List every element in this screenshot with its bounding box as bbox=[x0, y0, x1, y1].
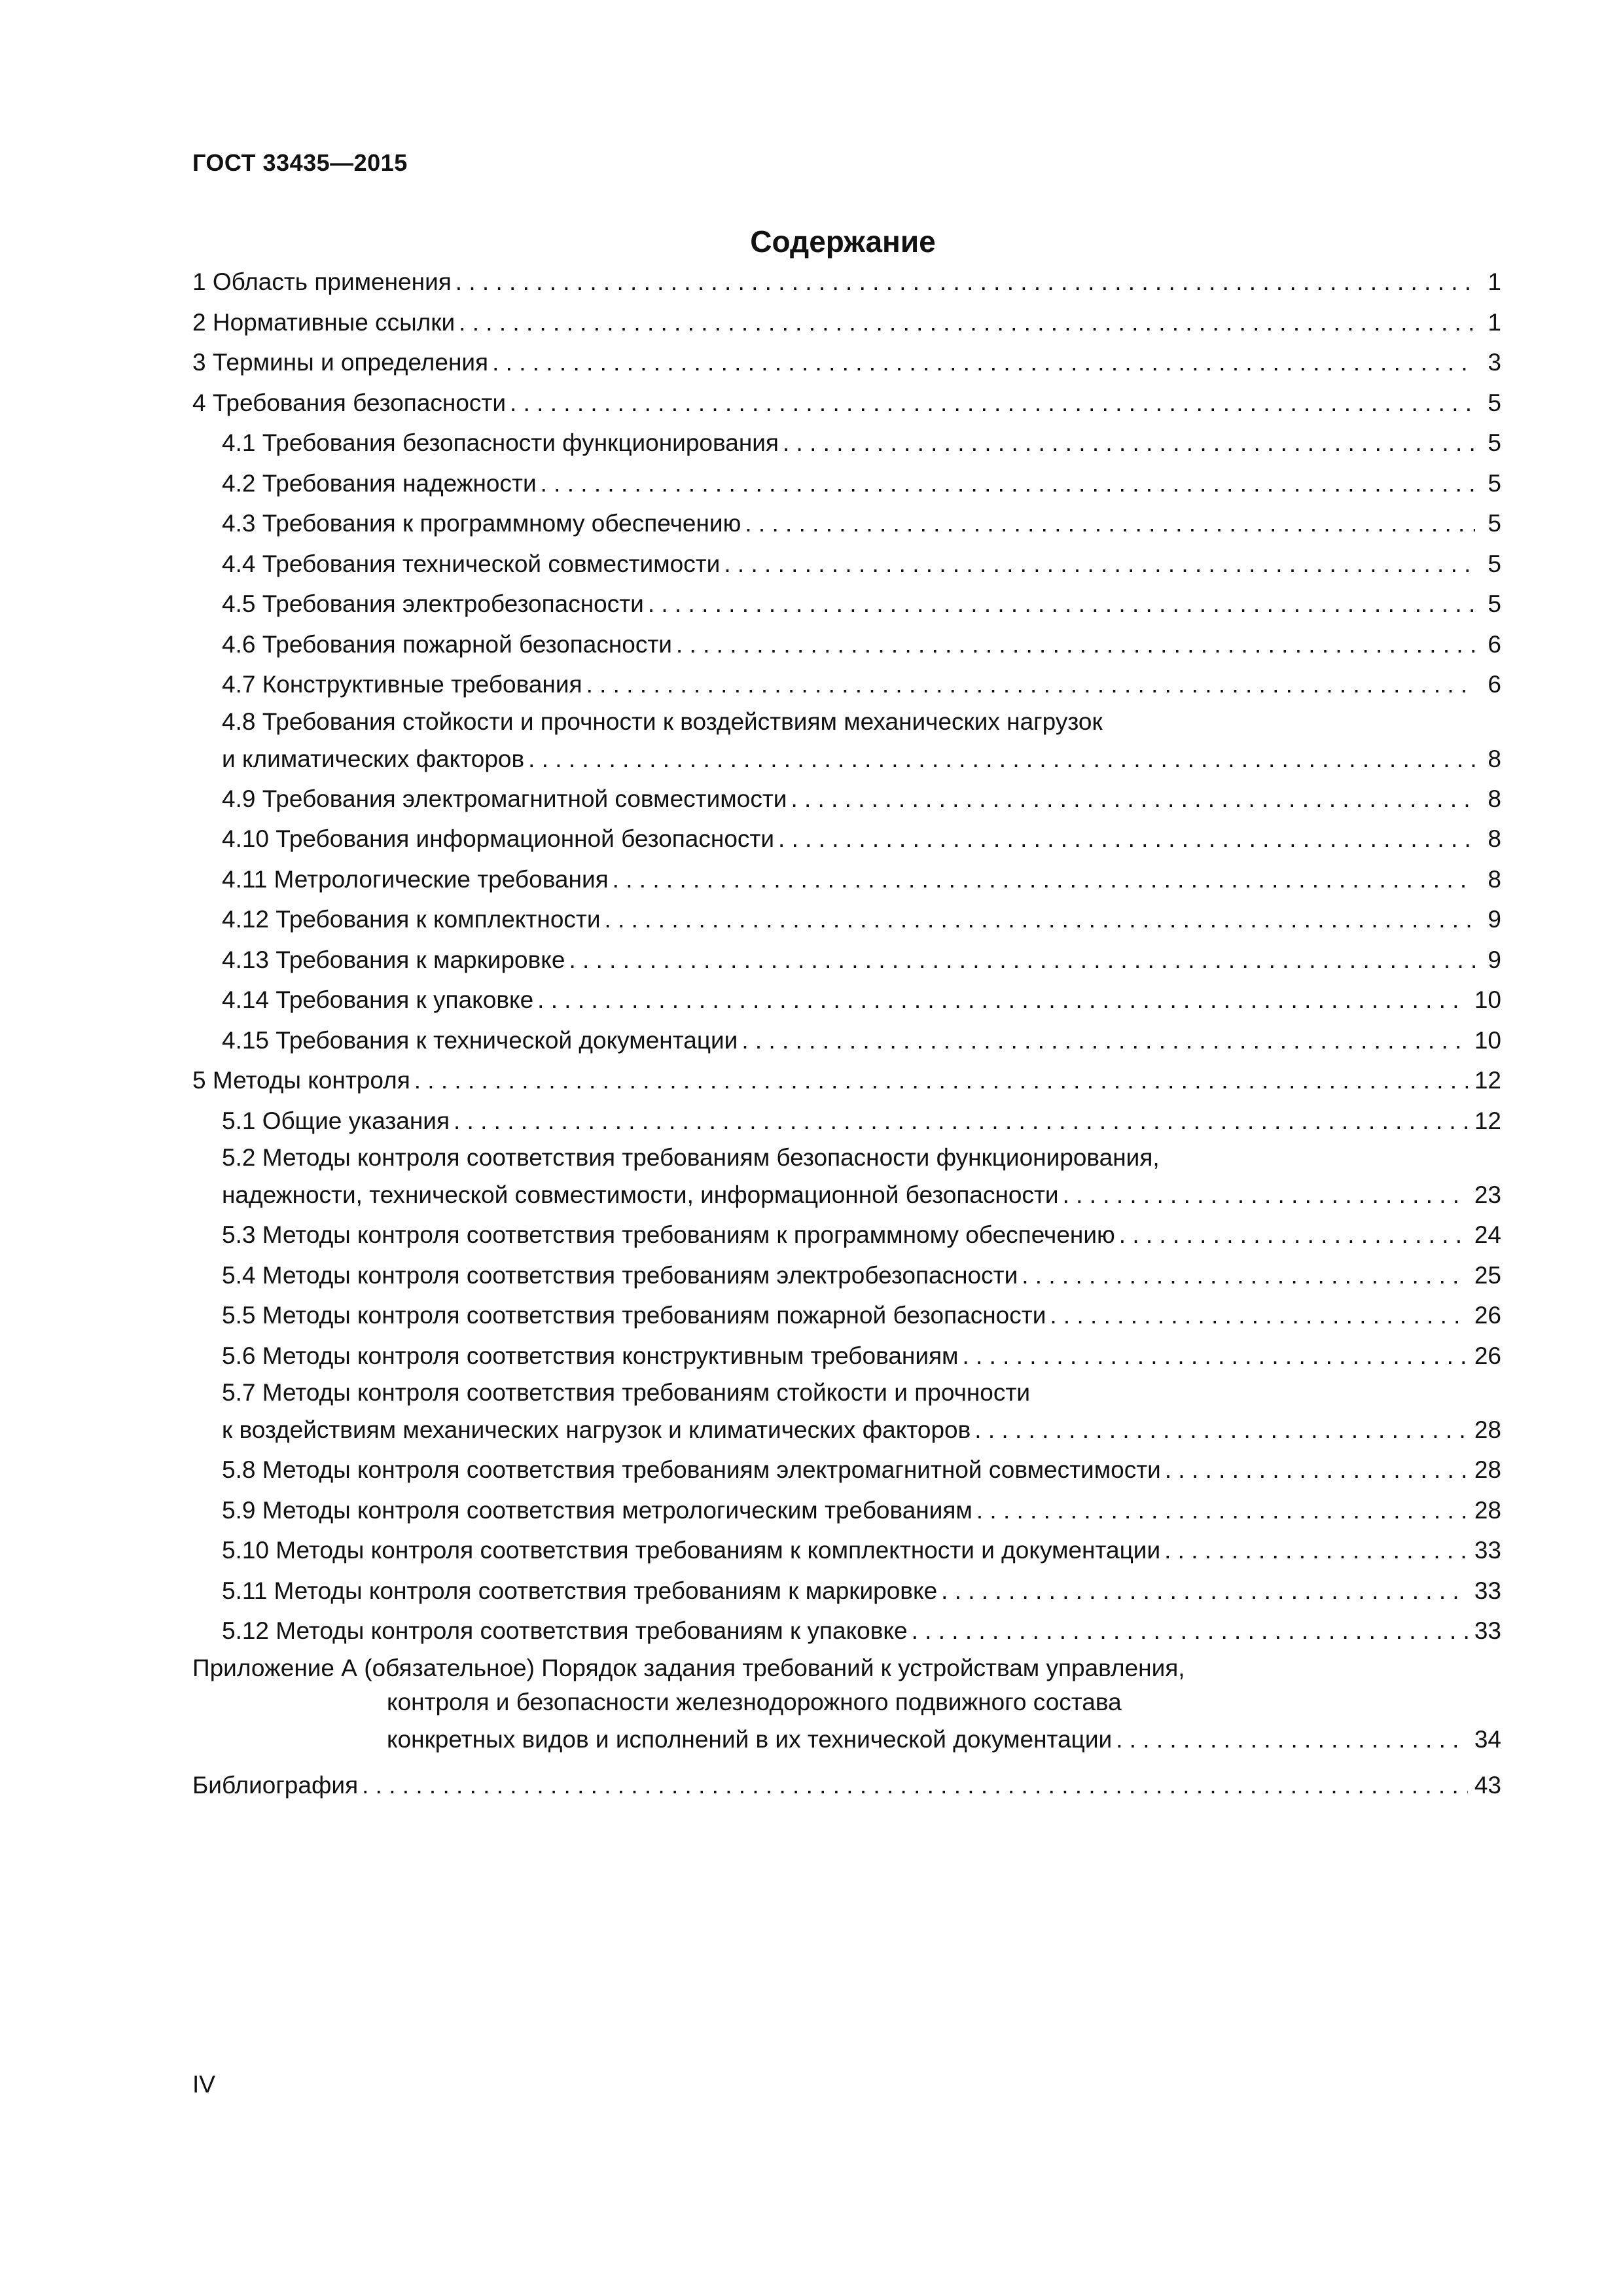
toc-entry-label-line: к воздействиям механических нагрузок и климатических факторов bbox=[222, 1416, 971, 1443]
toc-entry-page: 9 bbox=[1488, 946, 1501, 973]
toc-entry-page: 5 bbox=[1488, 429, 1501, 456]
dot-leader bbox=[454, 1101, 1468, 1141]
toc-entry-4-11[interactable] bbox=[192, 859, 1501, 900]
toc-entry-5[interactable] bbox=[192, 1060, 1501, 1101]
toc-entry-page: 8 bbox=[1488, 865, 1501, 893]
toc-entry-page: 5 bbox=[1488, 550, 1501, 577]
toc-entry-label-block bbox=[192, 1651, 1501, 1760]
toc-entry-label: 5.1 Общие указания bbox=[222, 1107, 450, 1134]
toc-entry-page: 9 bbox=[1488, 906, 1501, 933]
toc-entry-page: 26 bbox=[1474, 1342, 1501, 1369]
toc-entry-label: 4.15 Требования к технической документации bbox=[222, 1026, 738, 1054]
dot-leader bbox=[510, 383, 1475, 423]
dot-leader bbox=[778, 819, 1475, 859]
toc-entry-4-7[interactable] bbox=[192, 664, 1501, 705]
toc-entry-page: 10 bbox=[1474, 986, 1501, 1013]
toc-entry-4-1[interactable] bbox=[192, 423, 1501, 463]
toc-entry-page: 1 bbox=[1488, 308, 1501, 336]
dot-leader bbox=[791, 779, 1475, 819]
toc-entry-label: 5.4 Методы контроля соответствия требованиям электробезопасности bbox=[222, 1261, 1018, 1289]
toc-title: Содержание bbox=[750, 224, 936, 259]
toc-entry-label-block bbox=[222, 1141, 1501, 1215]
toc-entry-page: 26 bbox=[1474, 1302, 1501, 1329]
toc-entry-label-line: 5.2 Методы контроля соответствия требованиям безопасности функционирования, bbox=[222, 1144, 1160, 1171]
toc-entry-4-13[interactable] bbox=[192, 940, 1501, 980]
page-number: IV bbox=[192, 2071, 215, 2098]
dot-leader bbox=[586, 664, 1475, 705]
toc-entry-last-line bbox=[222, 1410, 1501, 1450]
toc-entry-page: 33 bbox=[1474, 1617, 1501, 1644]
toc-entry-5-8[interactable] bbox=[192, 1450, 1501, 1490]
toc-entry-5-11[interactable] bbox=[192, 1571, 1501, 1611]
toc-entry-page: 5 bbox=[1488, 590, 1501, 617]
toc-entry-5-7[interactable] bbox=[192, 1376, 1501, 1450]
toc-entry-label: 4.2 Требования надежности bbox=[222, 469, 537, 497]
toc-entry-label-line: Приложение А (обязательное) Порядок задания требований к устройствам управления, bbox=[192, 1654, 1185, 1681]
toc-entry-page: 34 bbox=[1474, 1725, 1501, 1753]
toc-entry-page: 6 bbox=[1488, 671, 1501, 698]
toc-entry-label: 5.6 Методы контроля соответствия конструктивным требованиям bbox=[222, 1342, 959, 1369]
document-code-header: ГОСТ 33435—2015 bbox=[192, 149, 408, 176]
toc-entry-page: 24 bbox=[1474, 1221, 1501, 1248]
toc-entry-label-line: надежности, технической совместимости, информационной безопасности bbox=[222, 1181, 1059, 1208]
dot-leader bbox=[541, 463, 1475, 504]
dot-leader bbox=[1022, 1255, 1468, 1296]
toc-entry-bibliography[interactable] bbox=[192, 1765, 1501, 1806]
toc-entry-label-line: 5.7 Методы контроля соответствия требованиям стойкости и прочности bbox=[222, 1379, 1030, 1406]
toc-entry-label-line: контроля и безопасности железнодорожного подвижного состава bbox=[387, 1688, 1122, 1715]
toc-entry-label: 4.13 Требования к маркировке bbox=[222, 946, 565, 973]
toc-entry-label: 4.5 Требования электробезопасности bbox=[222, 590, 644, 617]
toc-entry-label: 4.7 Конструктивные требования bbox=[222, 671, 582, 698]
toc-entry-4-5[interactable] bbox=[192, 584, 1501, 624]
toc-entry-page: 33 bbox=[1474, 1537, 1501, 1564]
toc-entry-5-1[interactable] bbox=[192, 1101, 1501, 1141]
toc-entry-label: 5.12 Методы контроля соответствия требованиям к упаковке bbox=[222, 1617, 908, 1644]
toc-entry-label: 5.9 Методы контроля соответствия метрологическим требованиям bbox=[222, 1496, 972, 1524]
toc-entry-4-6[interactable] bbox=[192, 624, 1501, 665]
toc-entry-4-12[interactable] bbox=[192, 899, 1501, 940]
dot-leader bbox=[1165, 1450, 1468, 1490]
toc-entry-label: 4.6 Требования пожарной безопасности bbox=[222, 630, 672, 658]
toc-entry-5-3[interactable] bbox=[192, 1215, 1501, 1255]
dot-leader bbox=[974, 1410, 1468, 1450]
dot-leader bbox=[569, 940, 1475, 980]
toc-entry-label: 1 Область применения bbox=[192, 268, 452, 295]
toc-entry-label-line: и климатических факторов bbox=[222, 745, 525, 772]
dot-leader bbox=[1050, 1295, 1467, 1336]
toc-entry-last-line bbox=[222, 1175, 1501, 1215]
toc-entry-label: 4.12 Требования к комплектности bbox=[222, 906, 601, 933]
toc-entry-5-10[interactable] bbox=[192, 1530, 1501, 1571]
toc-entry-1[interactable] bbox=[192, 262, 1501, 302]
toc-entry-label-block bbox=[222, 1376, 1501, 1450]
toc-entry-5-4[interactable] bbox=[192, 1255, 1501, 1296]
toc-entry-label: 4.3 Требования к программному обеспечению bbox=[222, 510, 741, 537]
toc-entry-label: 4 Требования безопасности bbox=[192, 389, 507, 416]
toc-entry-label: 4.11 Метрологические требования bbox=[222, 865, 609, 893]
toc-entry-page: 12 bbox=[1474, 1107, 1501, 1134]
toc-entry-page: 8 bbox=[1488, 745, 1501, 772]
toc-entry-label: 4.9 Требования электромагнитной совместимости bbox=[222, 785, 787, 812]
toc-entry-5-12[interactable] bbox=[192, 1611, 1501, 1651]
dot-leader bbox=[459, 302, 1475, 343]
toc-entry-2[interactable] bbox=[192, 302, 1501, 343]
dot-leader bbox=[528, 739, 1475, 780]
toc-entry-3[interactable] bbox=[192, 342, 1501, 383]
toc-entry-label: Библиография bbox=[192, 1771, 359, 1799]
toc-entry-label-line: конкретных видов и исполнений в их технической документации bbox=[387, 1725, 1113, 1753]
toc-entry-page: 3 bbox=[1488, 349, 1501, 376]
dot-leader bbox=[745, 503, 1475, 544]
dot-leader bbox=[912, 1611, 1468, 1651]
toc-entry-page: 28 bbox=[1474, 1416, 1501, 1443]
dot-leader bbox=[1116, 1719, 1468, 1760]
toc-entry-page: 28 bbox=[1474, 1456, 1501, 1483]
toc-entry-page: 25 bbox=[1474, 1261, 1501, 1289]
toc-entry-4-14[interactable] bbox=[192, 980, 1501, 1020]
toc-entry-last-line bbox=[192, 1719, 1501, 1760]
toc-entry-4-9[interactable] bbox=[192, 779, 1501, 819]
dot-leader bbox=[362, 1765, 1468, 1806]
dot-leader bbox=[414, 1060, 1468, 1101]
dot-leader bbox=[455, 262, 1475, 302]
toc-entry-4-15[interactable] bbox=[192, 1020, 1501, 1061]
toc-entry-page: 8 bbox=[1488, 785, 1501, 812]
toc-entry-4-2[interactable] bbox=[192, 463, 1501, 504]
dot-leader bbox=[941, 1571, 1468, 1611]
toc-entry-4-10[interactable] bbox=[192, 819, 1501, 859]
toc-entry-label: 5.8 Методы контроля соответствия требованиям электромагнитной совместимости bbox=[222, 1456, 1161, 1483]
toc-entry-page: 5 bbox=[1488, 510, 1501, 537]
toc-entry-page: 6 bbox=[1488, 630, 1501, 658]
dot-leader bbox=[492, 342, 1475, 383]
dot-leader bbox=[1063, 1175, 1468, 1215]
table-of-contents bbox=[192, 262, 1501, 1805]
toc-entry-label: 5 Методы контроля bbox=[192, 1067, 410, 1094]
dot-leader bbox=[613, 859, 1475, 900]
toc-entry-label: 4.14 Требования к упаковке bbox=[222, 986, 534, 1013]
dot-leader bbox=[648, 584, 1475, 624]
toc-entry-last-line bbox=[222, 739, 1501, 780]
toc-entry-5-5[interactable] bbox=[192, 1295, 1501, 1336]
toc-entry-4[interactable] bbox=[192, 383, 1501, 423]
toc-entry-5-6[interactable] bbox=[192, 1336, 1501, 1376]
toc-entry-page: 5 bbox=[1488, 469, 1501, 497]
toc-entry-page: 23 bbox=[1474, 1181, 1501, 1208]
toc-entry-label-block bbox=[222, 705, 1501, 780]
toc-entry-label: 4.1 Требования безопасности функционирования bbox=[222, 429, 779, 456]
toc-entry-page: 12 bbox=[1474, 1067, 1501, 1094]
dot-leader bbox=[1164, 1530, 1468, 1571]
toc-entry-5-9[interactable] bbox=[192, 1490, 1501, 1531]
toc-entry-page: 1 bbox=[1488, 268, 1501, 295]
toc-entry-label: 5.10 Методы контроля соответствия требованиям к комплектности и документации bbox=[222, 1537, 1161, 1564]
toc-entry-page: 10 bbox=[1474, 1026, 1501, 1054]
dot-leader bbox=[741, 1020, 1467, 1061]
dot-leader bbox=[962, 1336, 1467, 1376]
toc-entry-label: 4.4 Требования технической совместимости bbox=[222, 550, 721, 577]
toc-entry-4-3[interactable] bbox=[192, 503, 1501, 544]
toc-entry-5-2[interactable] bbox=[192, 1141, 1501, 1215]
toc-entry-label: 2 Нормативные ссылки bbox=[192, 308, 455, 336]
toc-entry-label-line: 4.8 Требования стойкости и прочности к воздействиям механических нагрузок bbox=[222, 708, 1103, 735]
toc-entry-page: 8 bbox=[1488, 825, 1501, 852]
dot-leader bbox=[537, 980, 1468, 1020]
toc-entry-appendix-a[interactable] bbox=[192, 1651, 1501, 1765]
dot-leader bbox=[1119, 1215, 1468, 1255]
toc-entry-4-8[interactable] bbox=[192, 705, 1501, 779]
dot-leader bbox=[976, 1490, 1468, 1531]
toc-entry-label: 5.11 Методы контроля соответствия требованиям к маркировке bbox=[222, 1577, 938, 1604]
toc-entry-label: 5.5 Методы контроля соответствия требованиям пожарной безопасности bbox=[222, 1302, 1046, 1329]
dot-leader bbox=[783, 423, 1475, 463]
toc-entry-page: 33 bbox=[1474, 1577, 1501, 1604]
toc-entry-label: 3 Термины и определения bbox=[192, 349, 489, 376]
dot-leader bbox=[676, 624, 1475, 665]
toc-entry-page: 28 bbox=[1474, 1496, 1501, 1524]
toc-entry-label: 5.3 Методы контроля соответствия требованиям к программному обеспечению bbox=[222, 1221, 1115, 1248]
toc-entry-4-4[interactable] bbox=[192, 544, 1501, 584]
dot-leader bbox=[724, 544, 1475, 584]
dot-leader bbox=[605, 899, 1475, 940]
toc-entry-page: 5 bbox=[1488, 389, 1501, 416]
toc-entry-label: 4.10 Требования информационной безопасности bbox=[222, 825, 775, 852]
toc-entry-page: 43 bbox=[1474, 1771, 1501, 1799]
